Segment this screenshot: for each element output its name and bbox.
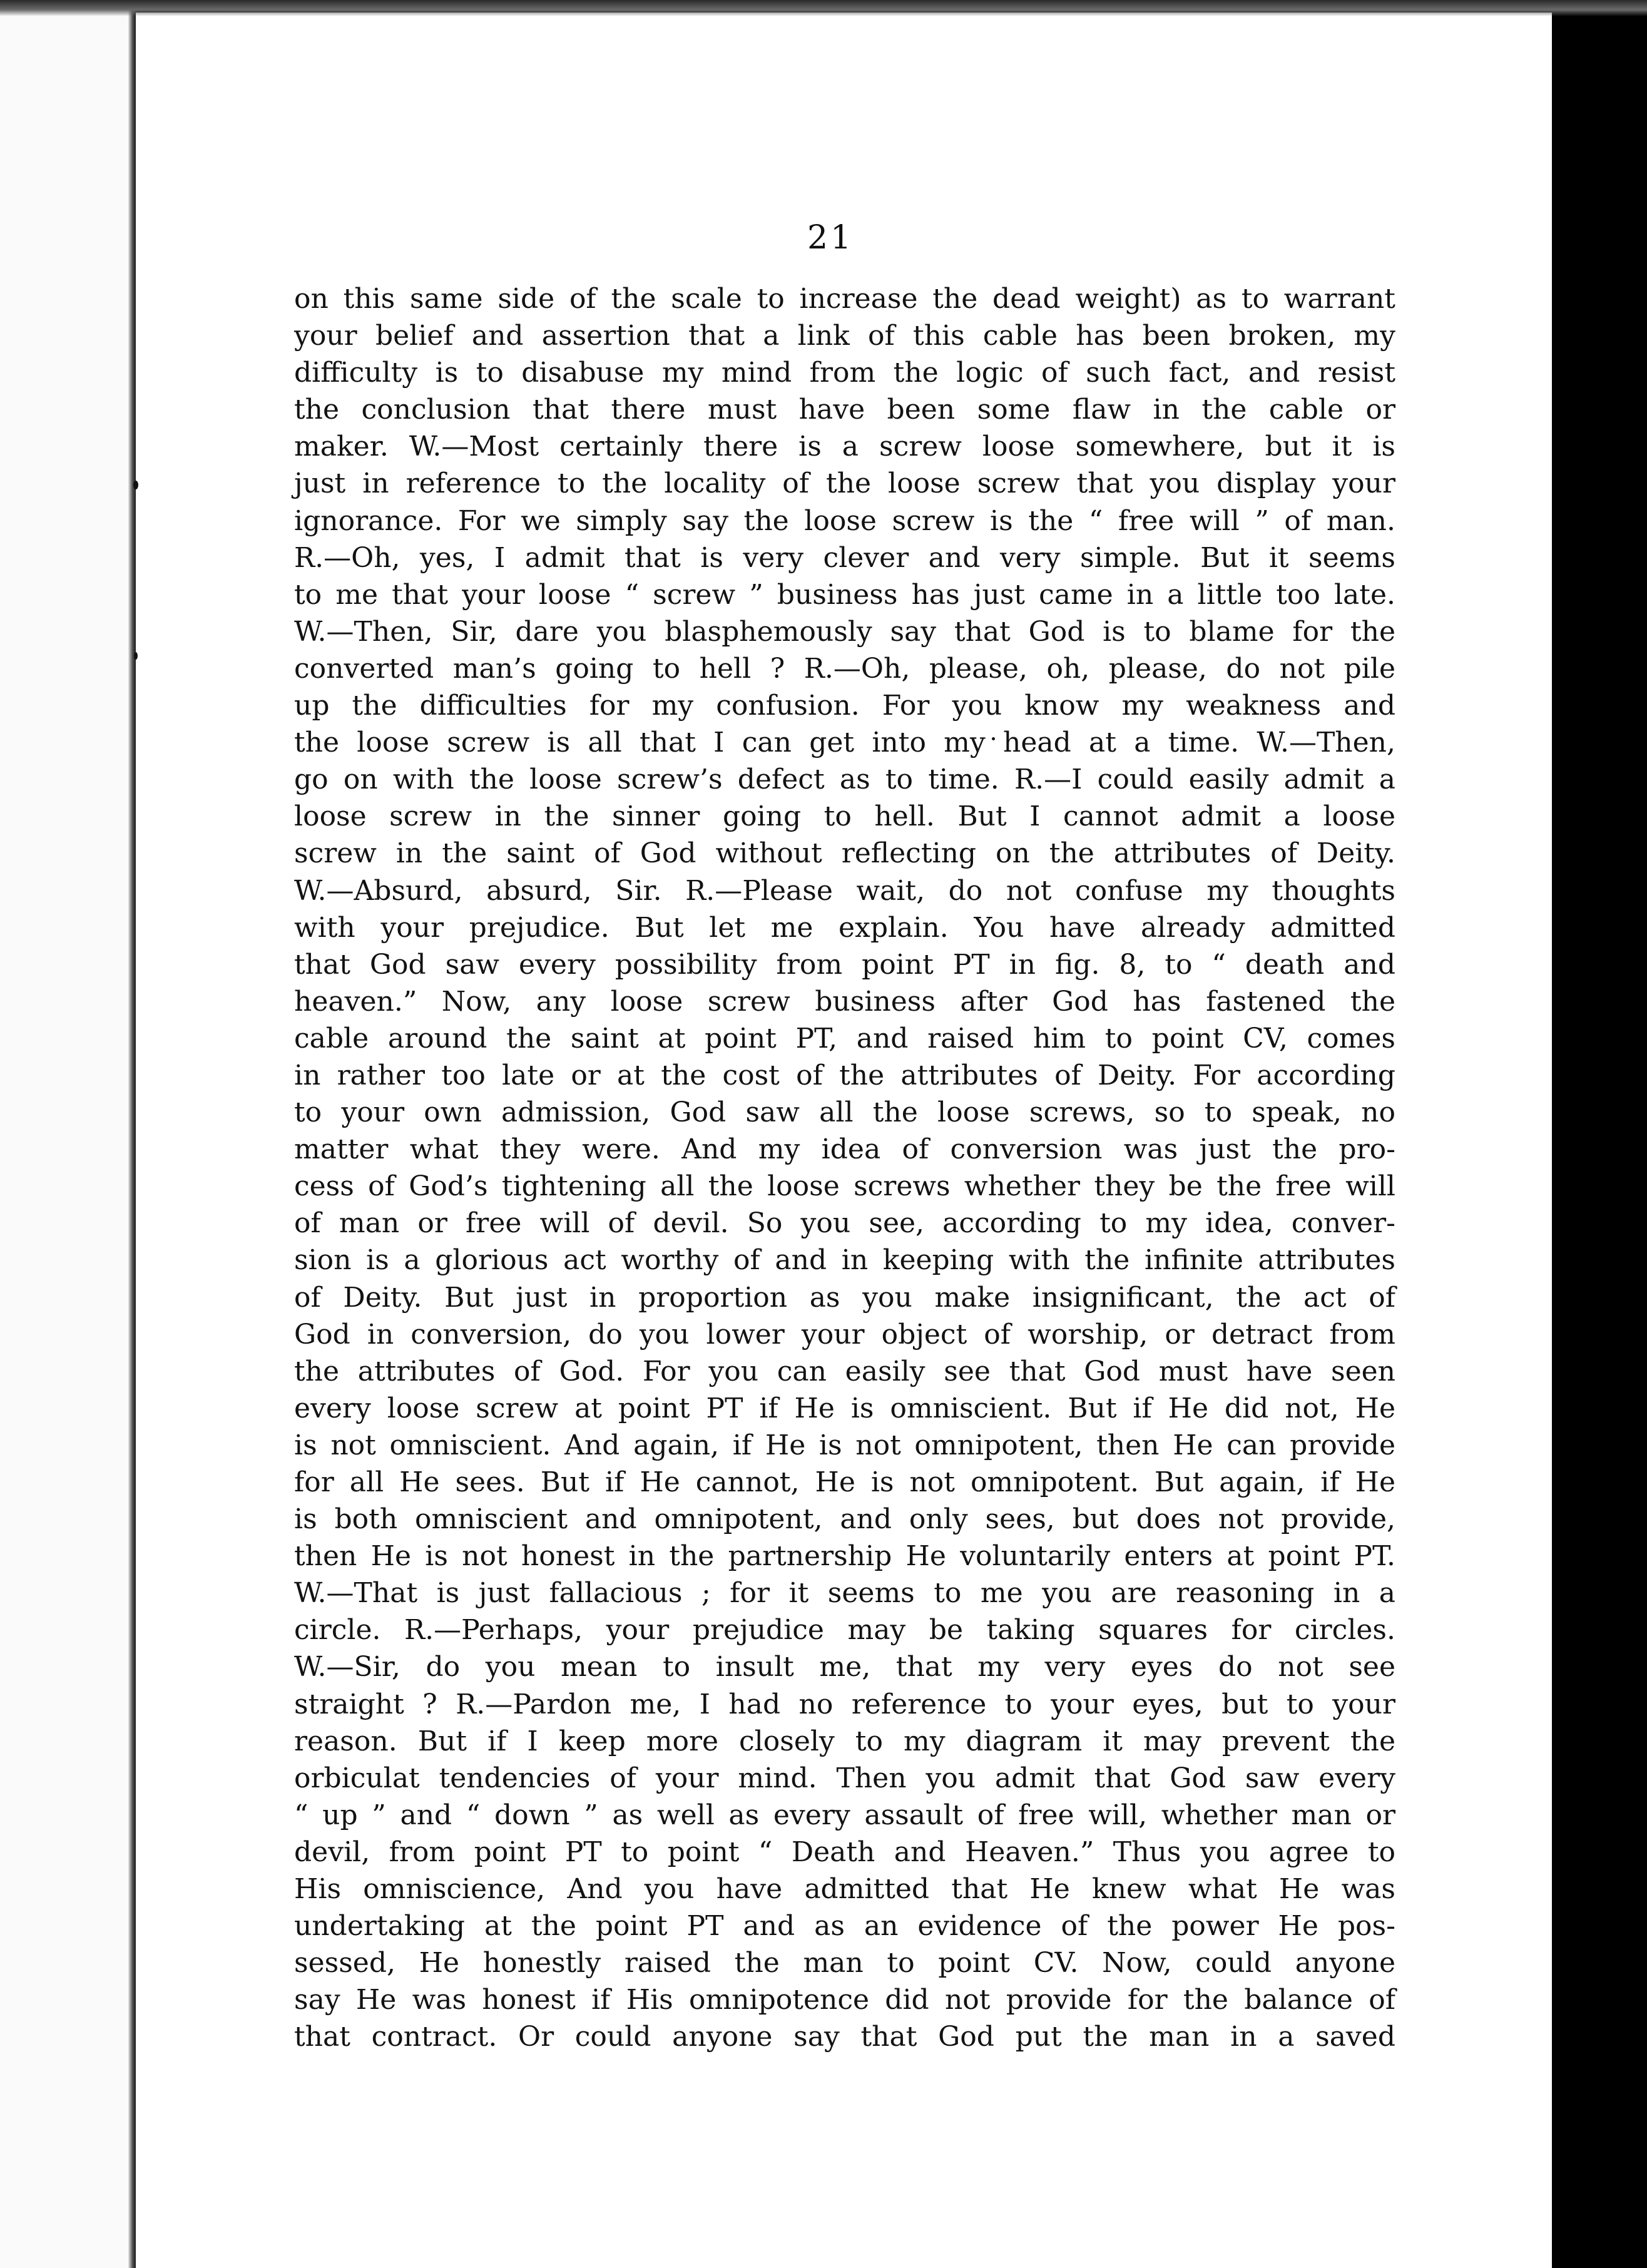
text-line: with your prejudice. But let me explain. You have already admitted bbox=[294, 911, 1395, 944]
text-line: R.—Oh, yes, I admit that is very clever and very simple. But it seems bbox=[294, 541, 1395, 574]
text-line: that God saw every possibility from point PT in fig. 8, to “ death and bbox=[294, 948, 1395, 981]
text-line: “ up ” and “ down ” as well as every assault of free will, whether man or bbox=[294, 1799, 1395, 1831]
text-line: your belief and assertion that a link of this cable has been broken, my bbox=[294, 320, 1395, 352]
text-line: then He is not honest in the partnership He voluntarily enters at point PT. bbox=[294, 1540, 1395, 1573]
text-line: reason. But if I keep more closely to my diagram it may prevent the bbox=[294, 1725, 1395, 1757]
scan-top-edge bbox=[0, 0, 1647, 16]
facing-page-edge bbox=[0, 0, 131, 2268]
scan-speck bbox=[134, 652, 138, 660]
text-line: His omniscience, And you have admitted that He knew what He was bbox=[294, 1873, 1395, 1906]
text-line: loose screw in the sinner going to hell. But I cannot admit a loose bbox=[294, 800, 1395, 833]
text-line: is both omniscient and omnipotent, and only sees, but does not provide, bbox=[294, 1503, 1395, 1536]
page-number: 21 bbox=[807, 219, 854, 257]
text-line: of Deity. But just in proportion as you make insignificant, the act of bbox=[294, 1281, 1395, 1314]
body-text bbox=[294, 280, 1395, 2056]
text-line: God in conversion, do you lower your object of worship, or detract from bbox=[294, 1318, 1395, 1351]
text-line: just in reference to the locality of the loose screw that you display your bbox=[294, 467, 1395, 500]
text-line: W.—That is just fallacious ; for it seems to me you are reasoning in a bbox=[294, 1577, 1395, 1610]
text-line: W.—Absurd, absurd, Sir. R.—Please wait, do not confuse my thoughts bbox=[294, 874, 1395, 907]
text-line: every loose screw at point PT if He is omniscient. But if He did not, He bbox=[294, 1392, 1395, 1424]
text-line: up the difficulties for my confusion. For you know my weakness and bbox=[294, 690, 1395, 722]
text-line: to me that your loose “ screw ” business has just came in a little too late. bbox=[294, 578, 1395, 611]
text-line: for all He sees. But if He cannot, He is not omnipotent. But again, if He bbox=[294, 1466, 1395, 1498]
text-line: heaven.” Now, any loose screw business after God has fastened the bbox=[294, 985, 1395, 1018]
text-line: difficulty is to disabuse my mind from the logic of such fact, and resist bbox=[294, 357, 1395, 389]
text-line: the loose screw is all that I can get into my head at a time. W.—Then, bbox=[294, 727, 1395, 759]
binding-fold bbox=[128, 0, 136, 2268]
text-line: is not omniscient. And again, if He is not omnipotent, then He can provide bbox=[294, 1429, 1395, 1461]
text-line: maker. W.—Most certainly there is a screw loose somewhere, but it is bbox=[294, 431, 1395, 463]
text-line: in rather too late or at the cost of the attributes of Deity. For according bbox=[294, 1059, 1395, 1091]
text-line: say He was honest if His omnipotence did not provide for the balance of bbox=[294, 1984, 1395, 2016]
text-line: W.—Then, Sir, dare you blasphemously say that God is to blame for the bbox=[294, 615, 1395, 648]
text-line: sessed, He honestly raised the man to point CV. Now, could anyone bbox=[294, 1947, 1395, 1979]
text-line: cable around the saint at point PT, and raised him to point CV, comes bbox=[294, 1022, 1395, 1055]
text-line: screw in the saint of God without reflecting on the attributes of Deity. bbox=[294, 837, 1395, 870]
text-line: converted man’s going to hell ? R.—Oh, please, oh, please, do not pile bbox=[294, 652, 1395, 685]
text-line: ignorance. For we simply say the loose screw is the “ free will ” of man. bbox=[294, 504, 1395, 537]
text-line: cess of God’s tightening all the loose screws whether they be the free will bbox=[294, 1170, 1395, 1203]
text-line: W.—Sir, do you mean to insult me, that my very eyes do not see bbox=[294, 1651, 1395, 1683]
text-line: of man or free will of devil. So you see, according to my idea, conver- bbox=[294, 1207, 1395, 1240]
scan-speck bbox=[133, 481, 138, 489]
text-line: orbiculat tendencies of your mind. Then you admit that God saw every bbox=[294, 1762, 1395, 1794]
text-line: the conclusion that there must have been some flaw in the cable or bbox=[294, 394, 1395, 426]
text-line: undertaking at the point PT and as an evidence of the power He pos- bbox=[294, 1910, 1395, 1943]
text-line: to your own admission, God saw all the loose screws, so to speak, no bbox=[294, 1096, 1395, 1129]
text-line: straight ? R.—Pardon me, I had no reference to your eyes, but to your bbox=[294, 1688, 1395, 1720]
text-line: matter what they were. And my idea of conversion was just the pro- bbox=[294, 1133, 1395, 1166]
text-line: that contract. Or could anyone say that God put the man in a saved bbox=[294, 2021, 1395, 2053]
text-line: circle. R.—Perhaps, your prejudice may be taking squares for circles. bbox=[294, 1614, 1395, 1647]
text-line: the attributes of God. For you can easily see that God must have seen bbox=[294, 1355, 1395, 1387]
text-line: sion is a glorious act worthy of and in keeping with the infinite attributes bbox=[294, 1244, 1395, 1277]
text-line: devil, from point PT to point “ Death and Heaven.” Thus you agree to bbox=[294, 1836, 1395, 1868]
text-line: on this same side of the scale to increase the dead weight) as to warrant bbox=[294, 283, 1395, 315]
text-line: go on with the loose screw’s defect as to time. R.—I could easily admit a bbox=[294, 764, 1395, 796]
